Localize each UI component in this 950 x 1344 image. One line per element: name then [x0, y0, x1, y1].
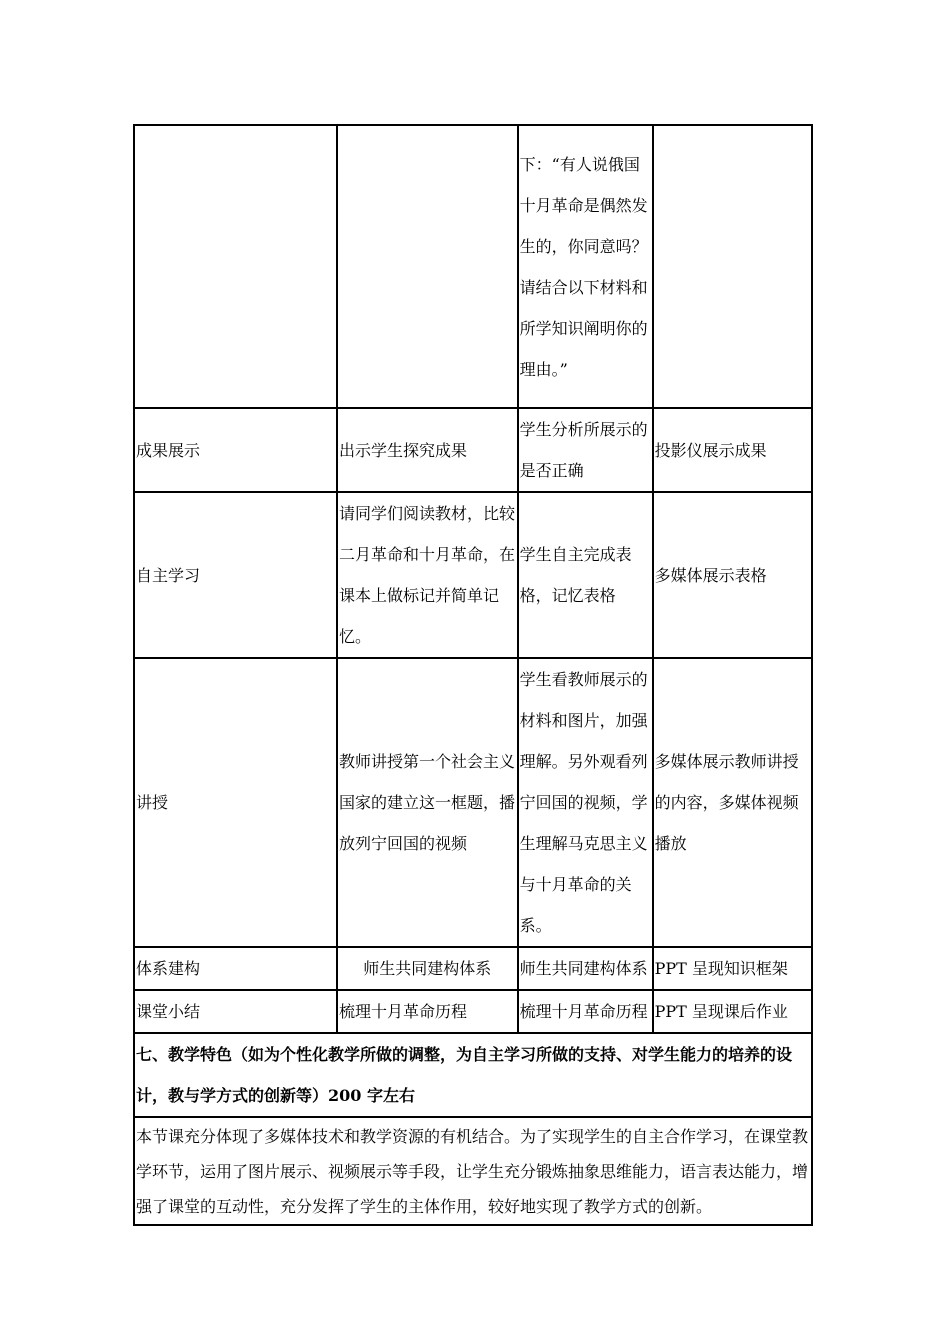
teacher-activity-cell: 出示学生探究成果: [337, 408, 518, 492]
table-row: [134, 408, 812, 492]
stage-cell: 成果展示: [134, 408, 337, 492]
stage-cell: 自主学习: [134, 492, 337, 658]
student-activity-cell: 下：“有人说俄国十月革命是偶然发生的，你同意吗？请结合以下材料和所学知识阐明你的理由。”: [518, 125, 653, 408]
media-cell: 多媒体展示表格: [653, 492, 812, 658]
stage-cell: 课堂小结: [134, 990, 337, 1033]
teacher-activity-cell: 梳理十月革命历程: [337, 990, 518, 1033]
lesson-plan-page: [133, 124, 813, 1226]
section-body: 本节课充分体现了多媒体技术和教学资源的有机结合。为了实现学生的自主合作学习，在课堂教学环节，运用了图片展示、视频展示等手段，让学生充分锻炼抽象思维能力，语言表达能力，增强了课堂的互动性，充分发挥了学生的主体作用，较好地实现了教学方式的创新。: [134, 1117, 812, 1225]
student-activity-cell: 师生共同建构体系: [518, 947, 653, 990]
teacher-activity-cell: 请同学们阅读教材，比较二月革命和十月革命，在课本上做标记并简单记忆。: [337, 492, 518, 658]
section-heading-row: [134, 1033, 812, 1117]
section-body-row: [134, 1117, 812, 1225]
table-row: [134, 125, 812, 408]
media-cell: 多媒体展示教师讲授的内容，多媒体视频播放: [653, 658, 812, 947]
stage-cell: 体系建构: [134, 947, 337, 990]
teacher-activity-cell: [337, 125, 518, 408]
student-activity-cell: 学生自主完成表格，记忆表格: [518, 492, 653, 658]
media-cell: 投影仪展示成果: [653, 408, 812, 492]
teacher-activity-cell: 教师讲授第一个社会主义国家的建立这一框题，播放列宁回国的视频: [337, 658, 518, 947]
lesson-plan-table: [133, 124, 813, 1226]
media-cell: PPT 呈现课后作业: [653, 990, 812, 1033]
media-cell: [653, 125, 812, 408]
student-activity-cell: 学生看教师展示的材料和图片，加强理解。另外观看列宁回国的视频，学生理解马克思主义与十月革命的关系。: [518, 658, 653, 947]
stage-cell: 讲授: [134, 658, 337, 947]
table-row: [134, 947, 812, 990]
teacher-activity-cell: 师生共同建构体系: [337, 947, 518, 990]
table-row: [134, 658, 812, 947]
table-row: [134, 990, 812, 1033]
table-row: [134, 492, 812, 658]
media-cell: PPT 呈现知识框架: [653, 947, 812, 990]
student-activity-cell: 学生分析所展示的是否正确: [518, 408, 653, 492]
section-heading: 七、教学特色（如为个性化教学所做的调整，为自主学习所做的支持、对学生能力的培养的设计，教与学方式的创新等）200 字左右: [134, 1033, 812, 1117]
student-activity-cell: 梳理十月革命历程: [518, 990, 653, 1033]
stage-cell: [134, 125, 337, 408]
